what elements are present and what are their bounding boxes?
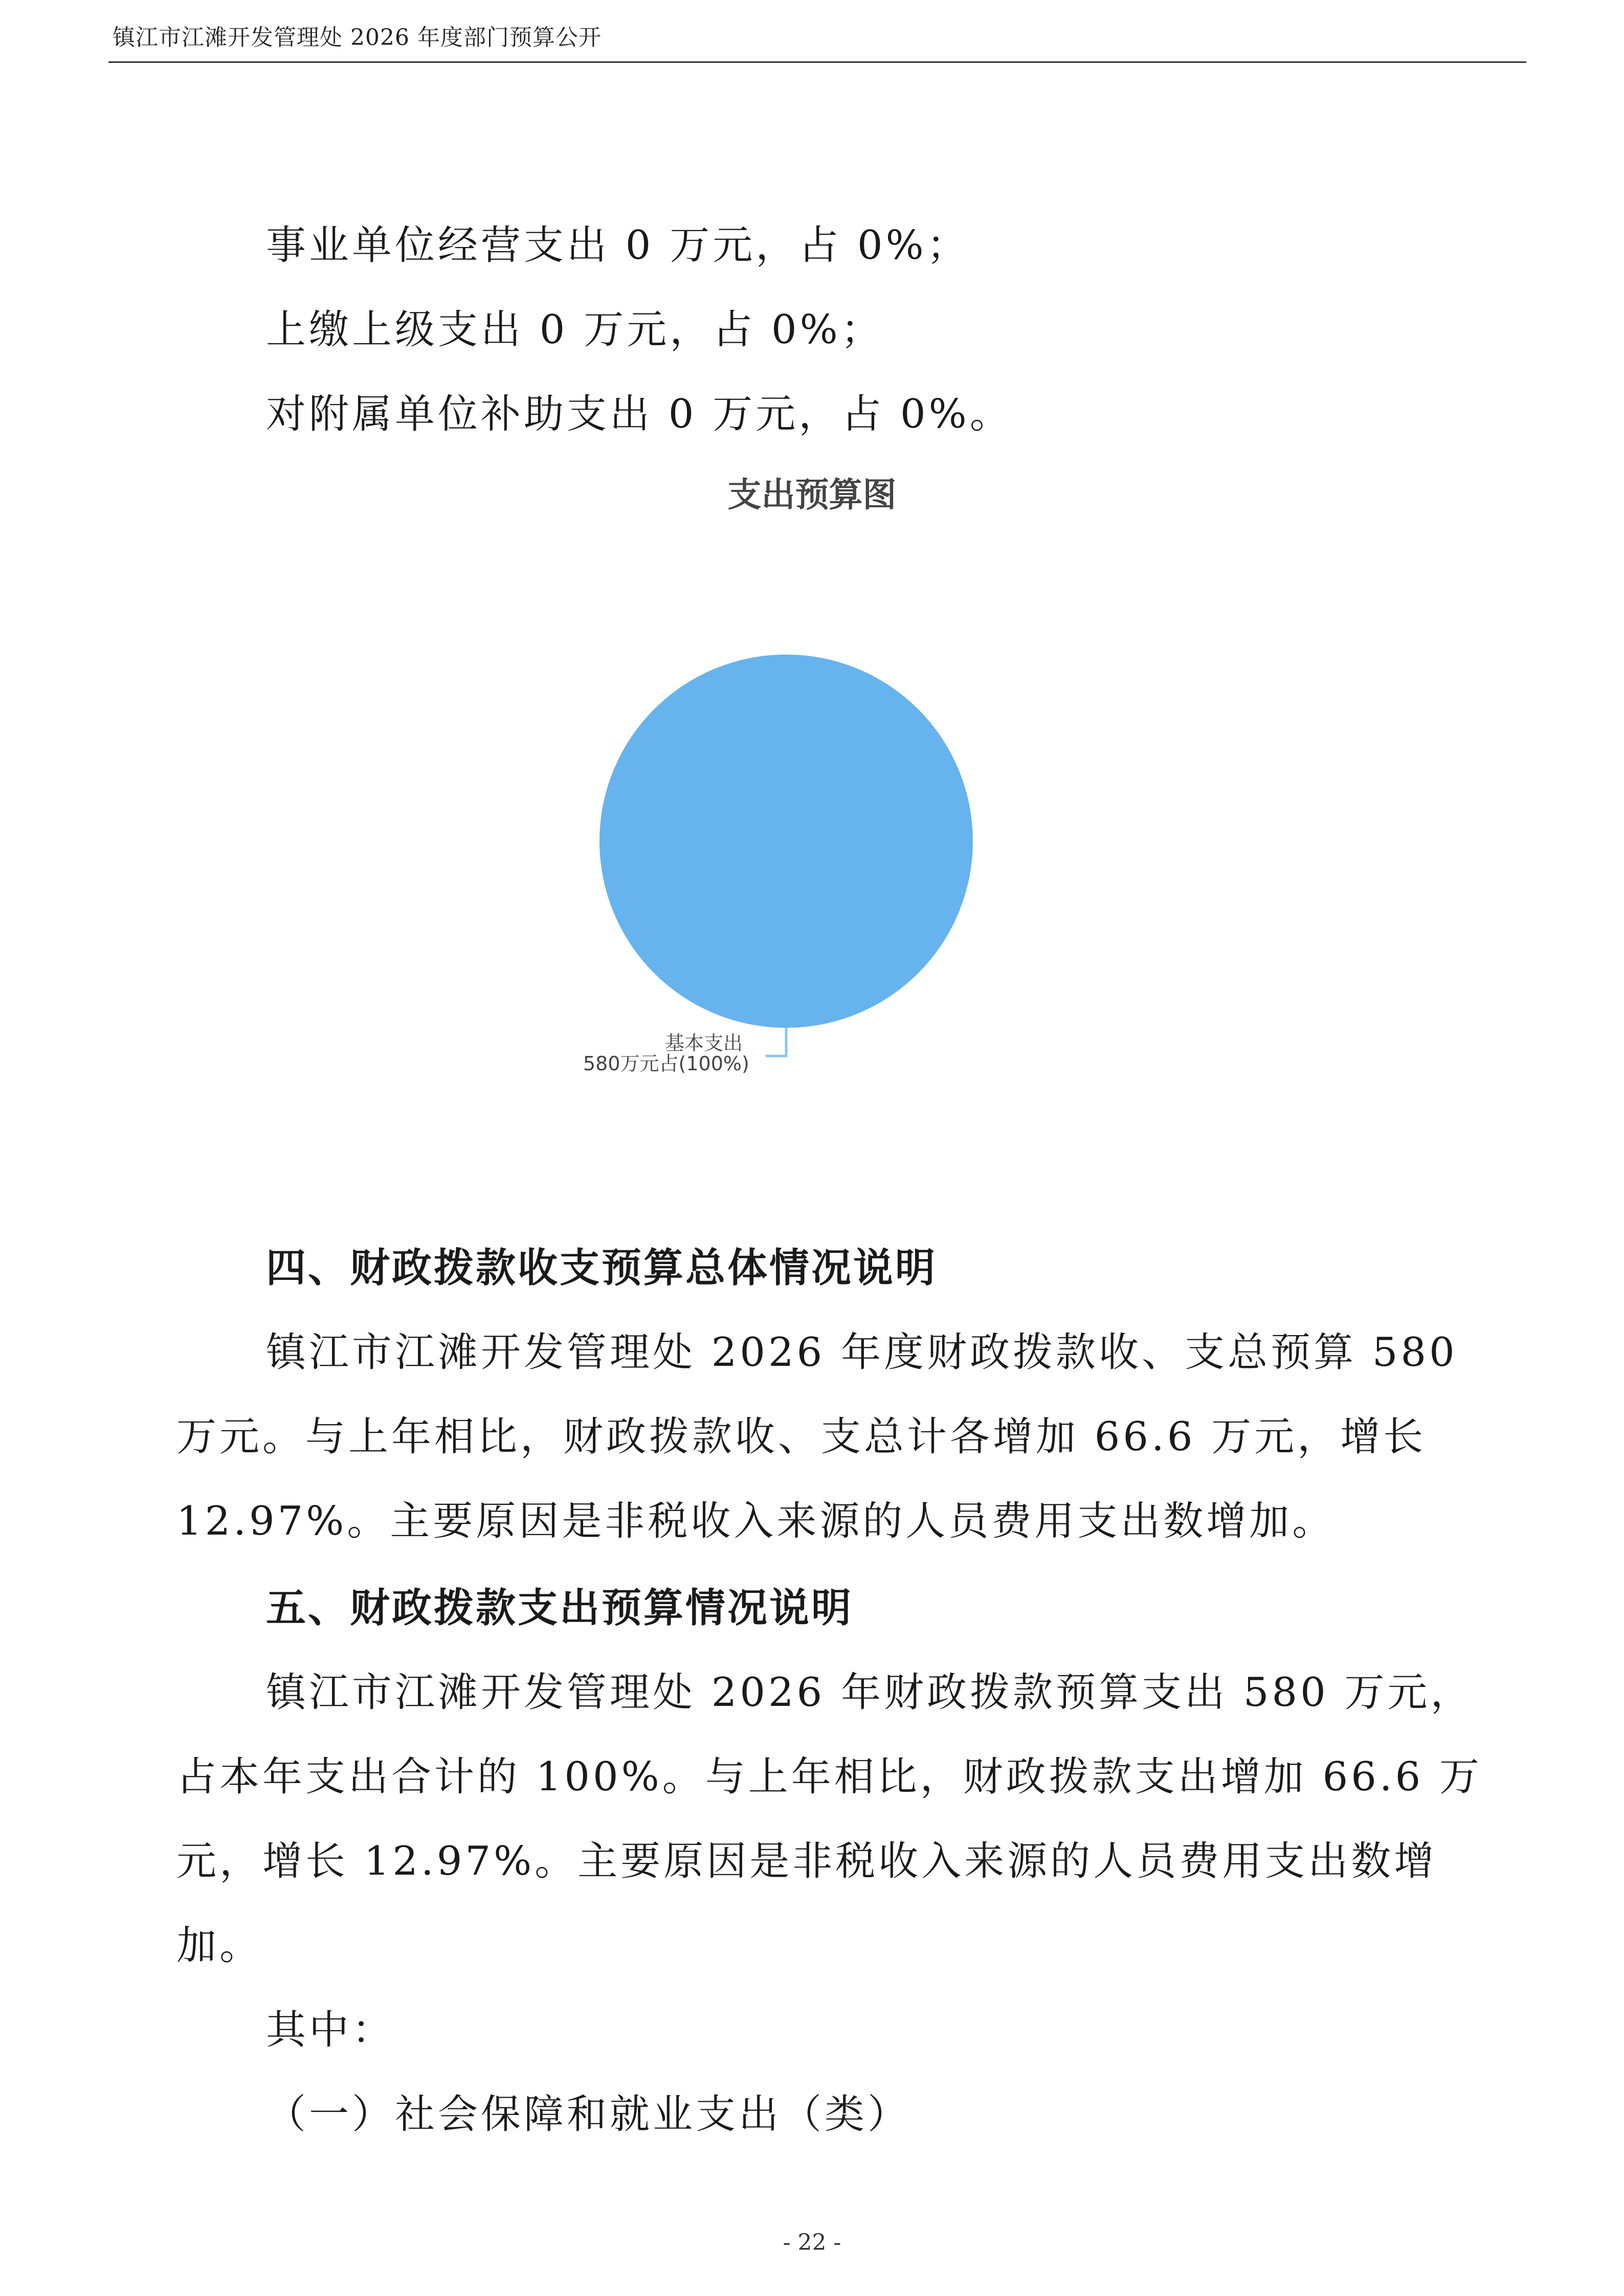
page-number: - 22 - xyxy=(783,2230,841,2256)
page-header-title: 镇江市江滩开发管理处 2026 年度部门预算公开 xyxy=(113,25,602,51)
section4-heading: 四、财政拨款收支预算总体情况说明 xyxy=(266,1245,938,1291)
section4-line-2: 万元。与上年相比，财政拨款收、支总计各增加 66.6 万元，增长 xyxy=(176,1414,1427,1460)
intro-line-operating: 事业单位经营支出 0 万元，占 0%； xyxy=(266,222,970,268)
section5-heading: 五、财政拨款支出预算情况说明 xyxy=(266,1585,854,1631)
intro-line-remit: 上缴上级支出 0 万元，占 0%； xyxy=(266,307,884,353)
intro-line-subsidy: 对附属单位补助支出 0 万元，占 0%。 xyxy=(266,391,1013,437)
pie-label-value: 580万元占(100%) xyxy=(583,1052,749,1075)
section5-sub1: （一）社会保障和就业支出（类） xyxy=(266,2091,911,2137)
pie-label-name: 基本支出 xyxy=(665,1032,743,1054)
section5-line-1: 镇江市江滩开发管理处 2026 年财政拨款预算支出 580 万元， xyxy=(266,1670,1474,1716)
pie-leader-line xyxy=(766,1028,786,1056)
chart-title: 支出预算图 xyxy=(727,475,897,514)
section5-among: 其中： xyxy=(266,2007,395,2053)
section4-line-1: 镇江市江滩开发管理处 2026 年度财政拨款收、支总预算 580 xyxy=(266,1330,1458,1376)
section4-line-3: 12.97%。主要原因是非税收入来源的人员费用支出数增加。 xyxy=(176,1498,1336,1544)
section5-line-3: 元，增长 12.97%。主要原因是非税收入来源的人员费用支出数增 xyxy=(176,1838,1437,1884)
section5-line-4: 加。 xyxy=(176,1923,263,1969)
header-divider xyxy=(108,61,1526,63)
pie-slice-0 xyxy=(599,655,973,1028)
section5-line-2: 占本年支出合计的 100%。与上年相比，财政拨款支出增加 66.6 万 xyxy=(176,1754,1483,1800)
